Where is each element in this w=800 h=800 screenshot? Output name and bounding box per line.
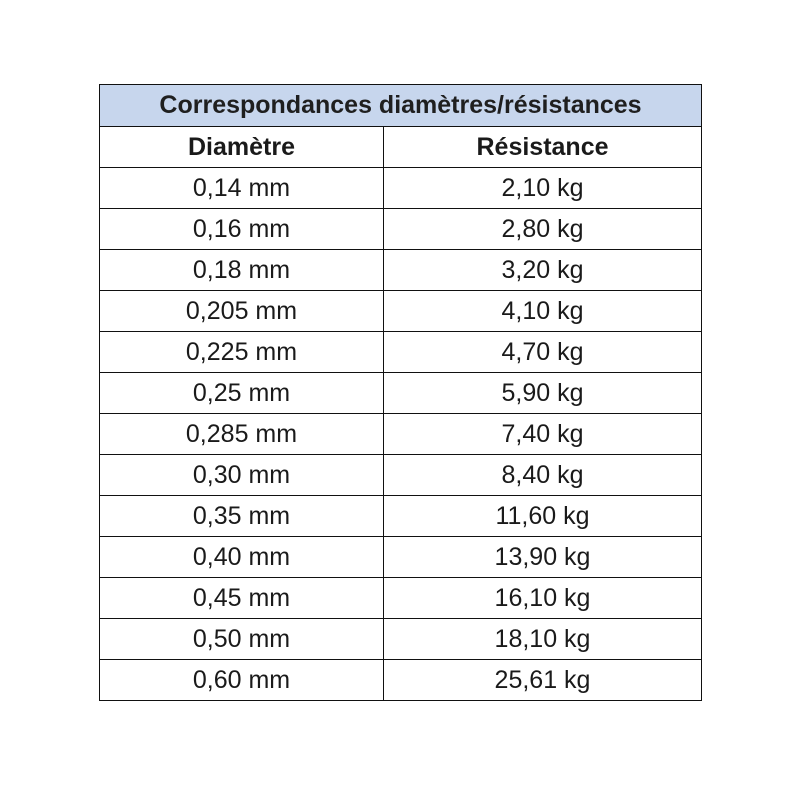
title-row xyxy=(100,85,702,127)
resistance-cell: 7,40 kg xyxy=(384,414,702,455)
diameter-cell: 0,285 mm xyxy=(100,414,384,455)
table-row xyxy=(100,619,702,660)
resistance-cell: 4,10 kg xyxy=(384,291,702,332)
diameter-cell: 0,35 mm xyxy=(100,496,384,537)
diameter-cell: 0,16 mm xyxy=(100,209,384,250)
table-row xyxy=(100,660,702,701)
table-row xyxy=(100,250,702,291)
resistance-cell: 4,70 kg xyxy=(384,332,702,373)
resistance-cell: 5,90 kg xyxy=(384,373,702,414)
resistance-cell: 16,10 kg xyxy=(384,578,702,619)
resistance-cell: 18,10 kg xyxy=(384,619,702,660)
table-row xyxy=(100,209,702,250)
column-header-resistance: Résistance xyxy=(384,127,702,168)
table-body xyxy=(100,168,702,701)
table-row xyxy=(100,332,702,373)
diameter-cell: 0,40 mm xyxy=(100,537,384,578)
resistance-cell: 8,40 kg xyxy=(384,455,702,496)
diameter-cell: 0,225 mm xyxy=(100,332,384,373)
table-row xyxy=(100,455,702,496)
column-header-diameter: Diamètre xyxy=(100,127,384,168)
table-row xyxy=(100,578,702,619)
table-row xyxy=(100,373,702,414)
resistance-cell: 3,20 kg xyxy=(384,250,702,291)
table-row xyxy=(100,168,702,209)
resistance-cell: 13,90 kg xyxy=(384,537,702,578)
diameter-cell: 0,50 mm xyxy=(100,619,384,660)
resistance-cell: 2,80 kg xyxy=(384,209,702,250)
table-row xyxy=(100,496,702,537)
diameter-cell: 0,205 mm xyxy=(100,291,384,332)
diameter-cell: 0,60 mm xyxy=(100,660,384,701)
table-title: Correspondances diamètres/résistances xyxy=(100,85,702,127)
correspondence-table xyxy=(99,84,702,701)
correspondence-table-container xyxy=(99,84,701,701)
table-row xyxy=(100,291,702,332)
resistance-cell: 25,61 kg xyxy=(384,660,702,701)
header-row xyxy=(100,127,702,168)
diameter-cell: 0,30 mm xyxy=(100,455,384,496)
diameter-cell: 0,45 mm xyxy=(100,578,384,619)
diameter-cell: 0,18 mm xyxy=(100,250,384,291)
resistance-cell: 11,60 kg xyxy=(384,496,702,537)
table-row xyxy=(100,537,702,578)
table-row xyxy=(100,414,702,455)
diameter-cell: 0,25 mm xyxy=(100,373,384,414)
diameter-cell: 0,14 mm xyxy=(100,168,384,209)
resistance-cell: 2,10 kg xyxy=(384,168,702,209)
